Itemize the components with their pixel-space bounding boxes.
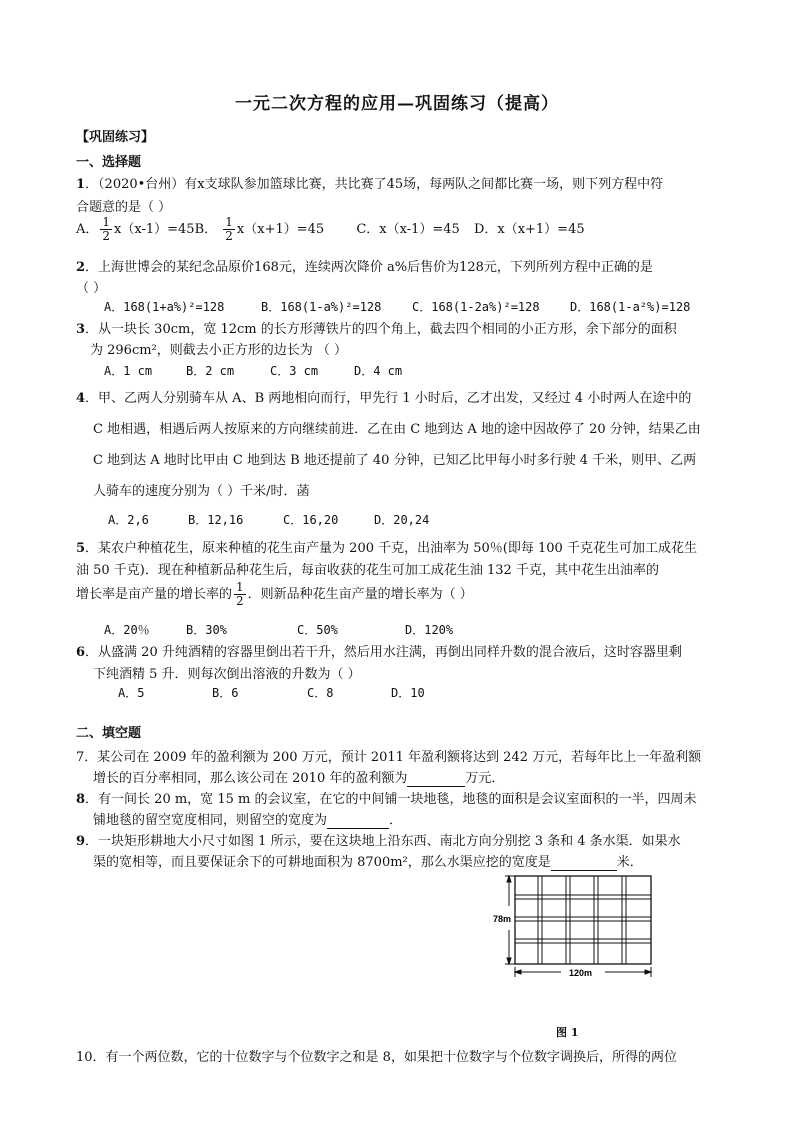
question-text: ．（2020•台州）有x支球队参加篮球比赛，共比赛了45场，每两队之间都比赛一场，则下列方程中符 <box>85 177 664 192</box>
fraction <box>100 216 112 243</box>
fraction-denominator: 2 <box>102 229 111 244</box>
question-text: 增长率是亩产量的增长率的 <box>76 587 233 603</box>
option-d: D．120% <box>405 623 454 637</box>
option-d: D．x（x+1）=45 <box>473 222 585 238</box>
option-d: D．20,24 <box>374 513 430 527</box>
option-c: C．x（x-1）=45 <box>356 222 460 238</box>
option-c: C．3 cm <box>270 364 319 378</box>
question-9-line-1 <box>76 830 681 849</box>
fraction-denominator: 2 <box>236 594 244 609</box>
question-4-line-2: C 地相遇，相遇后两人按原来的方向继续前进．乙在由 C 地到达 A 地的途中因故停了 20 分钟，结果乙由 <box>93 422 701 437</box>
question-1-line-2: 合题意的是（ ） <box>76 200 172 215</box>
width-label: 120m <box>569 968 593 978</box>
question-1-line-1 <box>76 173 663 192</box>
fraction-numerator: 1 <box>225 215 233 229</box>
fraction-numerator: 1 <box>102 215 111 229</box>
option-b-text: x（x+1）=45 <box>236 222 325 238</box>
fraction-numerator: 1 <box>236 580 244 594</box>
height-label: 78m <box>493 914 512 924</box>
option-a: A．1 cm <box>104 364 153 378</box>
option-b: B．12,16 <box>188 513 244 527</box>
question-3-line-1 <box>76 318 677 337</box>
answer-blank <box>551 855 617 871</box>
question-2-line-1 <box>76 256 653 275</box>
fraction <box>234 581 246 608</box>
question-6-line-2: 下纯酒精 5 升．则每次倒出溶液的升数为（ ） <box>93 667 361 682</box>
question-number: 3 <box>76 322 86 337</box>
option-c: C．8 <box>307 686 334 700</box>
question-text: ．某农户种植花生，原来种植的花生亩产量为 200 千克，出油率为 50％(即每 100 千克花生可加工成花生 <box>85 541 697 556</box>
question-4-line-4: 人骑车的速度分别为（ ）千米/时．菡 <box>93 484 310 499</box>
answer-blank <box>327 813 389 829</box>
question-6-line-1 <box>76 641 682 660</box>
fraction <box>223 216 235 243</box>
question-5-line-1 <box>76 537 697 556</box>
question-text: ．甲、乙两人分别骑车从 A、B 两地相向而行，甲先行 1 小时后，乙才出发，又经过 4 小时两人在途中的 <box>85 391 692 406</box>
question-8-line-2 <box>93 809 402 829</box>
option-a: A．20％ <box>104 623 150 637</box>
question-text: ．则新品种花生亩产量的增长率为（ ） <box>247 587 473 603</box>
question-7-line-2 <box>93 767 504 787</box>
question-4-line-3: C 地到达 A 地时比甲由 C 地到达 B 地还提前了 40 分钟，已知乙比甲每小时多行驶 4 千米，则甲、乙两 <box>93 453 697 468</box>
question-text: ．有一间长 20 m，宽 15 m 的会议室，在它的中间铺一块地毯，地毯的面积是会议室面积的一半，四周未 <box>85 792 697 807</box>
question-text: ．上海世博会的某纪念品原价168元，连续两次降价 a%后售价为128元，下列所列方程中正确的是 <box>85 260 653 275</box>
question-number: 6 <box>76 645 86 660</box>
section-heading-fill: 二、填空题 <box>76 726 142 741</box>
field-diagram <box>491 870 731 1010</box>
option-a: A．168(1+a%)²=128 <box>104 300 225 314</box>
option-c: C．16,20 <box>283 513 339 527</box>
question-text: ．从一块长 30cm，宽 12cm 的长方形薄铁片的四个角上，截去四个相同的小正方形，余下部分的面积 <box>85 322 677 337</box>
page-title: 一元二次方程的应用—巩固练习（提高） <box>235 94 559 114</box>
option-b <box>221 215 325 244</box>
question-7-line-1: 7．某公司在 2009 年的盈利额为 200 万元，预计 2011 年盈利额将达到 242 万元，若每年比上一年盈利额 <box>76 750 702 765</box>
question-3-line-2: 为 296cm²，则截去小正方形的边长为 （ ） <box>90 343 348 358</box>
question-text: 增长的百分率相同，那么该公司在 2010 年的盈利额为 <box>93 771 408 786</box>
option-a: A．2,6 <box>108 513 149 527</box>
figure-caption: 图 1 <box>556 1026 579 1039</box>
question-number: 9 <box>76 834 86 849</box>
question-number: 1 <box>76 177 86 192</box>
question-number: 4 <box>76 391 86 406</box>
option-a: A．5 <box>118 686 145 700</box>
option-d: D．4 cm <box>354 364 403 378</box>
option-b: B．30% <box>186 623 227 637</box>
question-text: 铺地毯的留空宽度相同，则留空的宽度为 <box>93 813 328 828</box>
question-8-line-1 <box>76 788 696 807</box>
question-text: ． <box>389 813 403 828</box>
option-a <box>76 215 218 244</box>
option-c: C．168(1-2a%)²=128 <box>412 300 540 314</box>
question-5-line-3 <box>76 581 473 608</box>
question-text: 米． <box>616 855 643 870</box>
option-a-label: A． <box>76 222 99 238</box>
field-outline <box>515 876 651 964</box>
question-text: 渠的宽相等，而且要保证余下的可耕地面积为 8700m²，那么水渠应挖的宽度是 <box>93 855 551 870</box>
question-number: 8 <box>76 792 86 807</box>
question-text: 万元． <box>465 771 505 786</box>
question-text: ．从盛满 20 升纯酒精的容器里倒出若干升，然后用水注满，再倒出同样升数的混合液后，这时容器里剩 <box>85 645 682 660</box>
question-9-line-2 <box>93 851 643 871</box>
question-2-line-2: （ ） <box>76 281 107 296</box>
option-a-text: x（x-1）=45B． <box>114 222 218 238</box>
answer-blank <box>407 771 465 787</box>
question-number: 5 <box>76 541 86 556</box>
option-b: B．168(1-a%)²=128 <box>261 300 382 314</box>
fraction-denominator: 2 <box>225 229 233 244</box>
question-text: ．一块矩形耕地大小尺寸如图 1 所示，要在这块地上沿东西、南北方向分别挖 3 条和 4 条水渠．如果水 <box>85 834 681 849</box>
option-b: B．6 <box>212 686 239 700</box>
section-heading-choice: 一、选择题 <box>76 155 142 170</box>
option-b: B．2 cm <box>186 364 235 378</box>
question-1-options <box>76 216 585 243</box>
option-c: C．50% <box>297 623 338 637</box>
question-10-line-1: 10．有一个两位数，它的十位数字与个位数字之和是 8，如果把十位数字与个位数字调换后，所得的两位 <box>76 1050 677 1065</box>
question-5-line-2: 油 50 千克)．现在种植新品种花生后，每亩收获的花生可加工成花生油 132 千克，其中花生出油率的 <box>76 563 659 578</box>
option-d: D．168(1-a²%)=128 <box>570 300 691 314</box>
canals-east-west <box>515 895 651 943</box>
option-d: D．10 <box>391 686 425 700</box>
section-tag: 【巩固练习】 <box>76 130 155 145</box>
question-4-line-1 <box>76 387 691 406</box>
canals-north-south <box>538 876 626 964</box>
question-number: 2 <box>76 260 86 275</box>
